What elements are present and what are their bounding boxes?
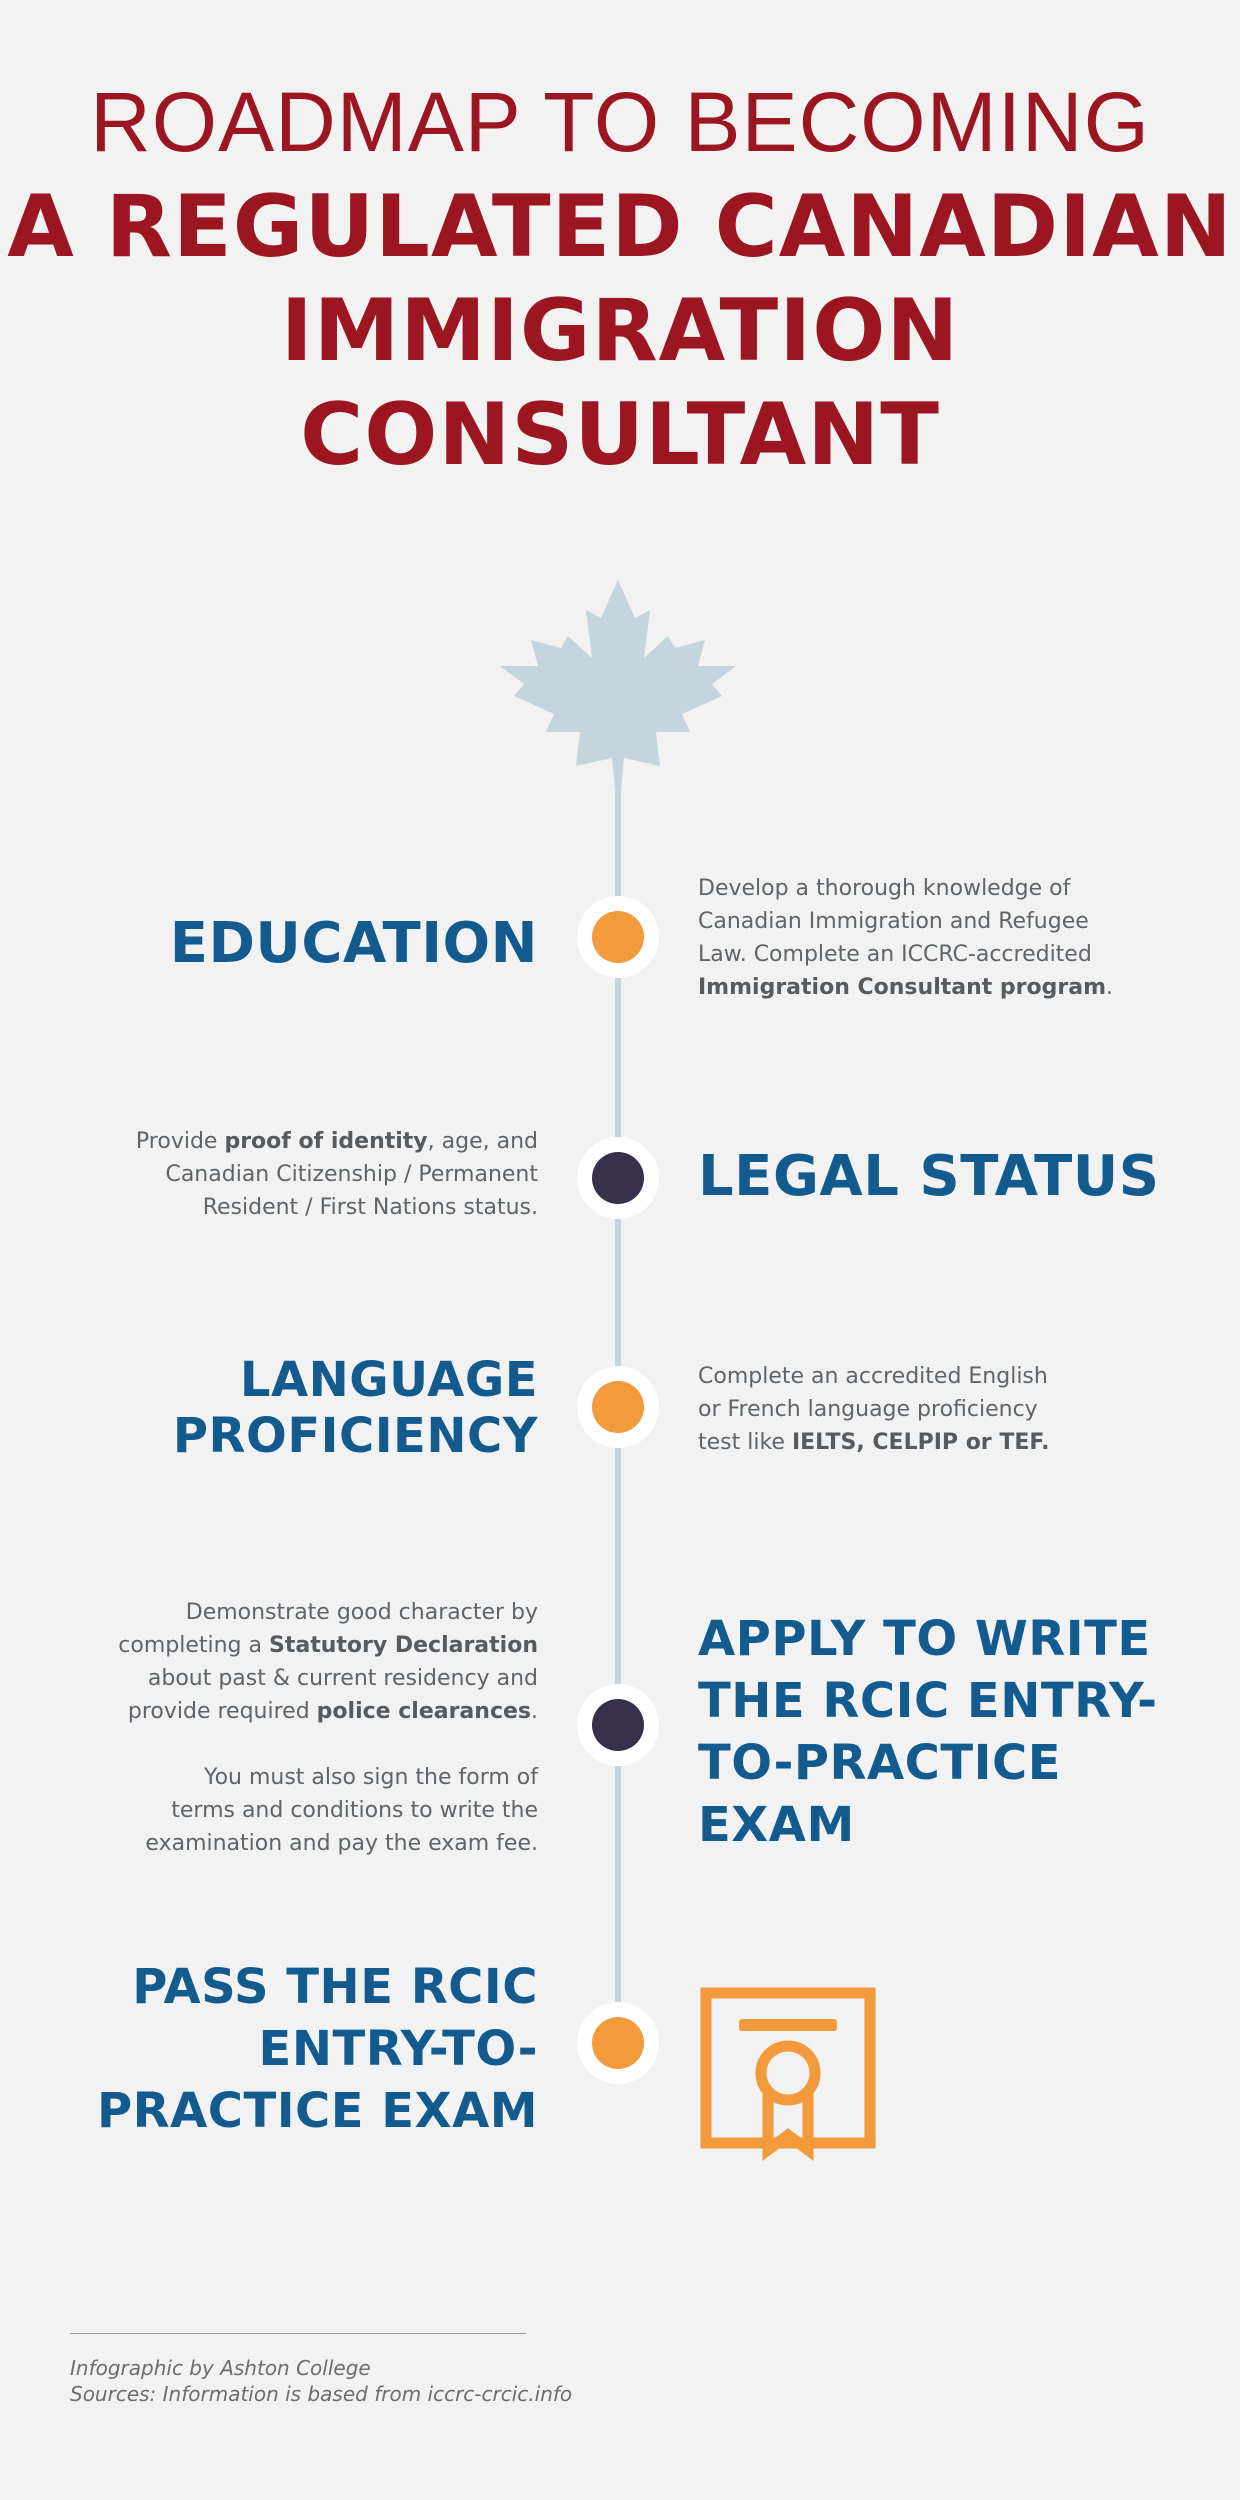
footer: [70, 2355, 572, 2407]
certificate-icon: [698, 1985, 878, 2165]
footer-divider: [70, 2333, 526, 2334]
step-heading-apply: APPLY TO WRITE THE RCIC ENTRY- TO-PRACTICE EXAM: [698, 1611, 1158, 1853]
timeline-dot: [592, 1699, 644, 1751]
title-line-1: ROADMAP TO BECOMING: [90, 75, 1150, 169]
timeline-dot: [592, 2017, 644, 2069]
timeline-node-education: [577, 896, 659, 978]
timeline-node-language: [577, 1366, 659, 1448]
maple-leaf-icon: [500, 580, 736, 790]
main-title: [0, 175, 1240, 487]
footer-credit: Infographic by Ashton College: [70, 2356, 371, 2380]
footer-sources: Sources: Information is based from iccrc-crcic.info: [70, 2382, 573, 2406]
step-heading-legal-status: LEGAL STATUS: [698, 1144, 1160, 1209]
timeline-dot: [592, 911, 644, 963]
timeline-dot: [592, 1152, 644, 1204]
title-line-4: CONSULTANT: [300, 385, 940, 485]
step-desc-legal-status: Provide proof of identity, age, and Canadian Citizenship / Permanent Resident / First Nations status.: [135, 1129, 538, 1220]
step-desc-education: Develop a thorough knowledge of Canadian Immigration and Refugee Law. Complete an ICCRC-accredited Immigration Consultant program.: [698, 876, 1114, 1000]
timeline-node-pass-exam: [577, 2002, 659, 2084]
step-heading-pass-exam: PASS THE RCIC ENTRY-TO- PRACTICE EXAM: [96, 1959, 538, 2139]
title-line-2: A REGULATED CANADIAN: [7, 177, 1233, 277]
timeline-node-legal-status: [577, 1137, 659, 1219]
timeline-dot: [592, 1381, 644, 1433]
step-desc-language: Complete an accredited English or French language proficiency test like IELTS, CELPIP or TEF.: [698, 1364, 1050, 1455]
timeline-node-apply: [577, 1684, 659, 1766]
step-heading-education: EDUCATION: [169, 911, 538, 976]
step-desc-apply: Demonstrate good character by completing a Statutory Declaration about past & current residency and provide required police clearances. You must also sign the form of terms and conditions to write the examination and pay the exam fee.: [118, 1600, 538, 1856]
title-line-3: IMMIGRATION: [280, 281, 960, 381]
step-heading-language: LANGUAGE PROFICIENCY: [172, 1352, 538, 1464]
